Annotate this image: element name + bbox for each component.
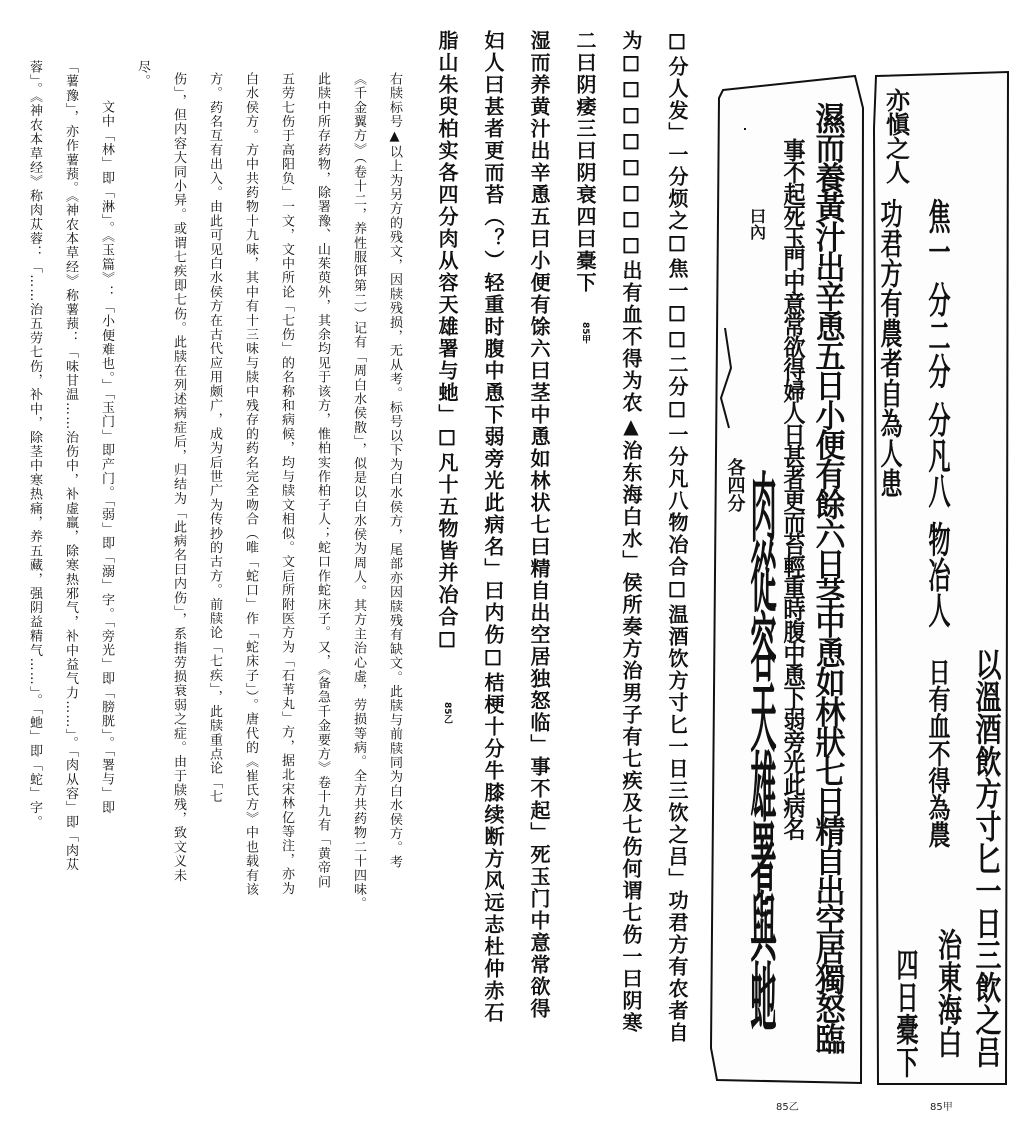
- slip-85jia-col-7: 四日橐下: [893, 948, 919, 1036]
- note-line-9: 文中「林」即「淋」。《玉篇》：「小便难也。」「玉门」即产门。「弱」即「溺」字。「旁光」即「膀胱」。「署与」即: [99, 100, 114, 815]
- slip-85jia-image: [868, 68, 1018, 1098]
- slip-85yi-label: 85乙: [776, 1102, 799, 1113]
- note-line-5: 白水侯方。方中共药物十九味，其中有十三味与牍中残存的药名完全吻合（唯「蛇口」作「蛇床子」）。唐代的《崔氏方》中也载有该: [243, 72, 258, 897]
- slip-85yi-col-5: 各四分: [724, 458, 746, 512]
- note-line-11: 蓉」。《神农本草经》称肉苁蓉：「……治五劳七伤，补中，除茎中寒热痛，养五藏，强阴益精气……」。「虵」即「蛇」字。: [27, 60, 42, 830]
- slip-85yi-image: [705, 68, 873, 1098]
- note-line-3: 此牍中所存药物，除署豫、山茱萸外，其余均见于该方，惟柏实作柏子人；蛇口作蛇床子。又，《备急千金要方》卷十九有「黄帝问: [315, 72, 330, 890]
- slip-85yi-col-3: 曰內: [747, 208, 767, 240]
- note-line-10: 「薯豫」，亦作薯蓣。《神农本草经》称薯蓣：「味甘温……治伤中，补虚羸，除寒热邪气，补中益气力……」。「肉从容」即「肉苁: [63, 60, 78, 872]
- transcription-line-3: 二曰阴痿三曰阴衰四曰橐下: [573, 30, 597, 294]
- tag-85jia: 85甲: [580, 322, 590, 344]
- transcription-line-6: 脂山朱臾柏实各四分肉从容天雄署与虵」☐凡十五物皆并冶合☐: [435, 30, 459, 654]
- note-line-2: 《千金翼方》（卷十二，养性服饵第二）记有「周白水侯散」，似是以白水侯为周人。其方主治心虚，劳损等病。全方共药物二十四味。: [351, 72, 366, 911]
- transcription-line-5: 妇人曰甚者更而苔（？）轻重时腹中恿下弱旁光此病名」曰内伤☐桔梗十分牛膝续断方风远志杜仲赤石: [481, 30, 505, 1024]
- slip-85jia-col-1: 亦愼之人: [881, 88, 911, 184]
- note-line-7: 伤」，但内容大同小异。或谓七疾即七伤。此牍在列述病症后，归结为「此病名曰内伤」，系指劳损衰弱之症。由于牍残，致文义未: [171, 72, 186, 883]
- note-line-8: 尽。: [135, 60, 150, 89]
- transcription-line-1: ☐分人发」一分烦之☐焦一☐☐二分☐一分凡八物冶合☐温酒饮方寸匕一日三饮之吕」功君方有农者自: [665, 30, 689, 1044]
- slip-85yi-col-2: 事不起死玉門中意常欲得婦人日甚者更而苔輕重時腹中恿下弱旁光此病名: [780, 138, 806, 778]
- slip-85yi-col-1: 濕而養黃汁出辛恿五日小便有餘六日茎中恿如林狀七日精自出空居獨怒臨: [809, 102, 845, 998]
- note-line-6: 方。药名互有出入。由此可见白水侯方在古代应用颇广，成为后世广为传抄的古方。前牍论「七疾」，此牍重点论「七: [207, 72, 222, 804]
- transcription-line-4: 湿而养黄汁出辛恿五曰小便有馀六曰茎中恿如林状七曰精自出空居独怒临」事不起」死玉门中意常欲得: [527, 30, 551, 1020]
- slip-85jia-col-4: 以溫酒飲方寸匕一日三飲之吕: [971, 648, 1001, 986]
- transcription-line-2: 为☐☐☐☐☐☐☐☐出有血不得为农▲治东海白水」侯所奏方治男子有七疾及七伤何谓七伤一曰阴寒: [619, 30, 643, 1034]
- slip-85jia-col-2: 功君方有農者自為人患: [877, 198, 903, 418]
- tag-85yi: 85乙: [442, 702, 452, 724]
- note-line-4: 五劳七伤于高阳负」一文，文中所论「七伤」的名称和病候，均与牍文相似。文后所附医方为「石苇丸」方，据北宋林亿等注，亦为: [279, 72, 294, 896]
- slip-85jia-col-3: 焦一 分二分 分凡八 物冶人: [925, 198, 951, 463]
- slip-85yi-col-4: 肉從容天雄署與虵: [746, 468, 776, 660]
- slip-85jia-label: 85甲: [930, 1102, 953, 1113]
- note-line-1: 右牍标号▲以上为另方的残文，因牍残损，无从考。标号以下为白水侯方，尾部亦因牍残有缺文。此牍与前牍同为白水侯方。考: [387, 72, 402, 870]
- slip-85jia-col-5: 日有血不得為農: [925, 658, 951, 812]
- slip-85jia-col-6: 治東海白: [933, 928, 963, 1024]
